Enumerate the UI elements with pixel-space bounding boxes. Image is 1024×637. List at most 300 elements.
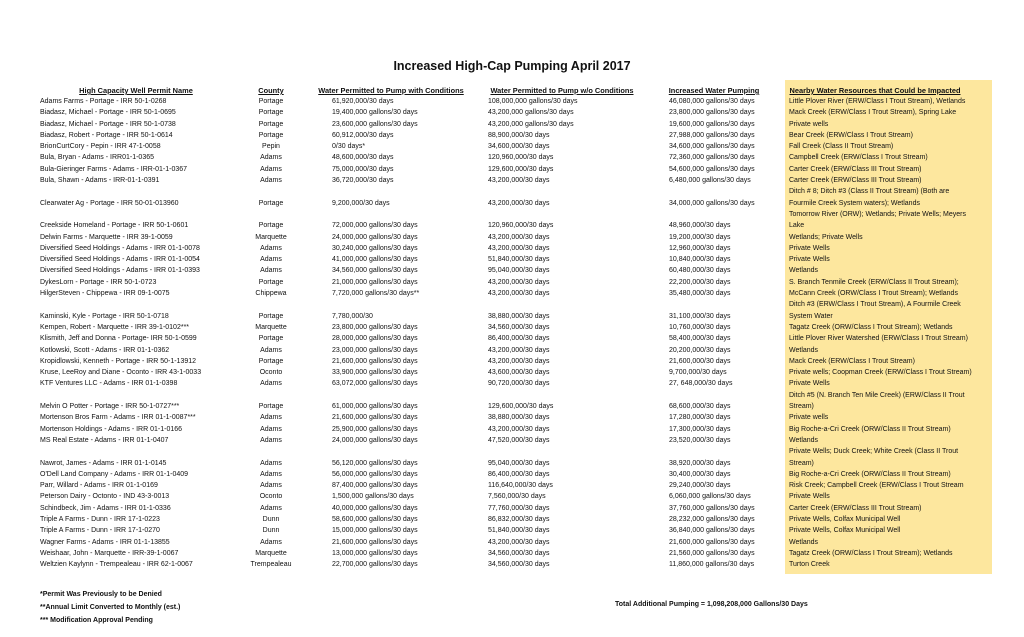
county-cell: Portage	[258, 199, 284, 207]
county-cell: Pepin	[262, 143, 280, 151]
nearby-resources-cell	[789, 367, 989, 378]
without-conditions-cell: 86,832,000/30 days	[488, 515, 550, 523]
with-conditions-cell: 30,240,000 gallons/30 days	[332, 244, 418, 252]
nearby-resources-cell	[789, 559, 989, 570]
nearby-resources-cell	[789, 537, 989, 548]
nearby-resources-line: Carter Creek (ERW/Class III Trout Stream)	[789, 504, 922, 512]
footnote: *** Modification Approval Pending	[40, 617, 153, 624]
county-cell: Adams	[260, 425, 282, 433]
increased-pumping-cell: 6,480,000 gallons/30 days	[669, 177, 751, 185]
nearby-resources-line: Little Plover River Watershed (ERW/Class I Trout Stream)	[789, 335, 968, 343]
permit-name-cell: Diversified Seed Holdings - Adams - IRR 01-1-0054	[40, 256, 200, 264]
permit-name-cell: Weltzien Kaylynn - Trempealeau - IRR 62-1-0067	[40, 561, 193, 569]
table-row	[0, 254, 1024, 265]
table-row	[0, 277, 1024, 288]
without-conditions-cell: 108,000,000 gallons/30 days	[488, 98, 578, 105]
increased-pumping-cell: 35,480,000/30 days	[669, 290, 731, 298]
permit-name-cell: Weishaar, John - Marquette - IRR-39-1-0067	[40, 549, 179, 557]
county-cell: Marquette	[255, 233, 287, 241]
nearby-resources-cell	[789, 378, 989, 389]
header-permit-name: High Capacity Well Permit Name	[79, 86, 193, 95]
table-row	[0, 514, 1024, 525]
increased-pumping-cell: 21,560,000 gallons/30 days	[669, 549, 755, 557]
with-conditions-cell: 25,900,000 gallons/30 days	[332, 425, 418, 433]
nearby-resources-line: Private Wells, Colfax Municipal Well	[789, 527, 901, 535]
increased-pumping-cell: 23,800,000 gallons/30 days	[669, 109, 755, 117]
county-cell: Chippewa	[255, 290, 287, 298]
permit-name-cell: MS Real Estate - Adams - IRR 01-1-0407	[40, 436, 169, 444]
county-cell: Portage	[258, 120, 284, 128]
permit-name-cell: Adams Farms - Portage - IRR 50-1-0268	[40, 98, 167, 105]
county-cell: Trempealeau	[250, 561, 292, 569]
county-cell: Portage	[258, 222, 284, 230]
nearby-resources-cell	[789, 152, 989, 163]
permit-name-cell: Melvin O Potter - Portage - IRR 50-1-0727***	[40, 403, 180, 411]
with-conditions-cell: 15,000,000 gallons/30 days	[332, 527, 418, 535]
nearby-resources-line: Stream)	[789, 403, 814, 411]
permit-name-cell: KTF Ventures LLC - Adams - IRR 01-1-0398	[40, 380, 178, 388]
nearby-resources-line: Wetlands	[789, 346, 819, 354]
county-cell: Adams	[260, 380, 282, 388]
increased-pumping-cell: 58,400,000/30 days	[669, 335, 731, 343]
nearby-resources-cell	[789, 514, 989, 525]
increased-pumping-cell: 30,400,000/30 days	[669, 470, 731, 478]
nearby-resources-line: Big Roche-a-Cri Creek (ORW/Class II Trout Stream)	[789, 470, 951, 478]
table-row	[0, 243, 1024, 254]
nearby-resources-line: Wetlands; Private Wells	[789, 233, 863, 241]
without-conditions-cell: 120,960,000/30 days	[488, 222, 554, 230]
nearby-resources-line: Ditch # 8; Ditch #3 (Class II Trout Stream) (Both are	[789, 188, 950, 196]
nearby-resources-cell	[789, 446, 989, 469]
with-conditions-cell: 60,912,000/30 days	[332, 131, 394, 139]
nearby-resources-line: Ditch #5 (N. Branch Ten Mile Creek) (ERW/Class II Trout	[789, 391, 965, 399]
county-cell: Dunn	[262, 527, 280, 535]
without-conditions-cell: 88,900,000/30 days	[488, 131, 550, 139]
nearby-resources-line: Campbell Creek (ERW/Class I Trout Stream)	[789, 154, 928, 162]
county-cell: Adams	[260, 538, 282, 546]
permit-name-cell: Kropidlowski, Kenneth - Portage - IRR 50-1-13912	[40, 357, 197, 365]
nearby-resources-line: S. Branch Tenmile Creek (ERW/Class II Trout Stream);	[789, 278, 959, 286]
nearby-resources-cell	[789, 503, 989, 514]
permit-name-cell: Bula, Bryan - Adams - IRR01-1-0365	[40, 154, 154, 162]
without-conditions-cell: 43,200,000/30 days	[488, 244, 550, 252]
without-conditions-cell: 129,600,000/30 days	[488, 165, 554, 173]
without-conditions-cell: 47,520,000/30 days	[488, 436, 550, 444]
table-row	[0, 152, 1024, 163]
without-conditions-cell: 51,840,000/30 days	[488, 527, 550, 535]
with-conditions-cell: 23,800,000 gallons/30 days	[332, 323, 418, 331]
permit-name-cell: Delwin Farms - Marquette - IRR 39-1-0059	[40, 233, 173, 241]
nearby-resources-cell	[789, 141, 989, 152]
with-conditions-cell: 7,780,000/30	[332, 312, 373, 320]
increased-pumping-cell: 28,232,000 gallons/30 days	[669, 515, 755, 523]
without-conditions-cell: 43,600,000/30 days	[488, 369, 550, 377]
increased-pumping-cell: 20,200,000/30 days	[669, 346, 731, 354]
permit-name-cell: Biadasz, Robert - Portage - IRR 50-1-0614	[40, 131, 173, 139]
increased-pumping-cell: 34,600,000 gallons/30 days	[669, 143, 755, 151]
increased-pumping-cell: 27, 648,000/30 days	[669, 380, 733, 388]
nearby-resources-cell	[789, 288, 989, 299]
with-conditions-cell: 48,600,000/30 days	[332, 154, 394, 162]
nearby-resources-cell	[789, 232, 989, 243]
increased-pumping-cell: 17,280,000/30 days	[669, 414, 731, 422]
nearby-resources-cell	[789, 548, 989, 559]
with-conditions-cell: 61,000,000 gallons/30 days	[332, 403, 418, 411]
increased-pumping-cell: 10,760,000/30 days	[669, 323, 731, 331]
permit-name-cell: Schindbeck, Jim - Adams - IRR 01-1-0336	[40, 504, 171, 512]
permit-name-cell: Diversified Seed Holdings - Adams - IRR 01-1-0078	[40, 244, 200, 252]
increased-pumping-cell: 72,360,000 gallons/30 days	[669, 154, 755, 162]
county-cell: Adams	[260, 177, 282, 185]
nearby-resources-cell	[789, 164, 989, 175]
nearby-resources-line: System Water	[789, 312, 833, 320]
with-conditions-cell: 72,000,000 gallons/30 days	[332, 222, 418, 230]
permit-name-cell: HilgerSteven - Chippewa - IRR 09-1-0075	[40, 290, 170, 298]
permit-name-cell: DykesLorn - Portage - IRR 50-1-0723	[40, 278, 157, 286]
nearby-resources-cell	[789, 175, 989, 186]
table-row	[0, 288, 1024, 299]
increased-pumping-cell: 11,860,000 gallons/30 days	[669, 561, 755, 569]
increased-pumping-cell: 68,600,000/30 days	[669, 403, 731, 411]
nearby-resources-line: Private Wells	[789, 380, 830, 388]
table-row	[0, 480, 1024, 491]
permit-name-cell: Kruse, LeeRoy and Diane - Oconto - IRR 43-1-0033	[40, 369, 202, 377]
table-row	[0, 390, 1024, 413]
without-conditions-cell: 34,560,000/30 days	[488, 323, 550, 331]
without-conditions-cell: 43,200,000/30 days	[488, 290, 550, 298]
table-row	[0, 446, 1024, 469]
county-cell: Oconto	[259, 369, 283, 377]
with-conditions-cell: 28,000,000 gallons/30 days	[332, 335, 418, 343]
without-conditions-cell: 51,840,000/30 days	[488, 256, 550, 264]
permit-name-cell: Kempen, Robert - Marquette - IRR 39-1-0102***	[40, 323, 190, 331]
permit-name-cell: Klismith, Jeff and Donna - Portage- IRR 50-1-0599	[40, 335, 197, 343]
nearby-resources-cell	[789, 254, 989, 265]
increased-pumping-cell: 19,200,000/30 days	[669, 233, 731, 241]
without-conditions-cell: 43,200,000/30 days	[488, 278, 550, 286]
with-conditions-cell: 1,500,000 gallons/30 days	[332, 493, 414, 501]
nearby-resources-line: Tagatz Creek (ORW/Class I Trout Stream); Wetlands	[789, 323, 953, 331]
nearby-resources-line: Wetlands	[789, 267, 819, 275]
permit-name-cell: Kaminski, Kyle - Portage - IRR 50-1-0718	[40, 312, 169, 320]
permit-name-cell: Biadasz, Michael - Portage - IRR 50-1-0738	[40, 120, 176, 128]
nearby-resources-line: Tomorrow River (ORW); Wetlands; Private Wells; Meyers	[789, 210, 966, 218]
permit-name-cell: Bula, Shawn - Adams - IRR-01-1-0391	[40, 177, 160, 185]
with-conditions-cell: 33,900,000 gallons/30 days	[332, 369, 418, 377]
nearby-resources-cell	[789, 435, 989, 446]
with-conditions-cell: 7,720,000 gallons/30 days**	[332, 290, 420, 298]
nearby-resources-line: Fourmile Creek System waters); Wetlands	[789, 199, 920, 207]
table-row	[0, 548, 1024, 559]
with-conditions-cell: 13,000,000 gallons/30 days	[332, 549, 418, 557]
nearby-resources-cell	[789, 130, 989, 141]
with-conditions-cell: 9,200,000/30 days	[332, 199, 390, 207]
without-conditions-cell: 34,560,000/30 days	[488, 561, 550, 569]
nearby-resources-line: Little Plover River (ERW/Class I Trout Stream), Wetlands	[789, 98, 966, 105]
table-row	[0, 559, 1024, 570]
increased-pumping-cell: 10,840,000/30 days	[669, 256, 731, 264]
with-conditions-cell: 75,000,000/30 days	[332, 165, 394, 173]
nearby-resources-cell	[789, 333, 989, 344]
nearby-resources-cell	[789, 243, 989, 254]
footnotes	[40, 588, 180, 627]
table-row	[0, 322, 1024, 333]
without-conditions-cell: 43,200,000/30 days	[488, 538, 550, 546]
table-row	[0, 345, 1024, 356]
table-row	[0, 119, 1024, 130]
with-conditions-cell: 21,600,000 gallons/30 days	[332, 357, 418, 365]
without-conditions-cell: 129,600,000/30 days	[488, 403, 554, 411]
table-row	[0, 367, 1024, 378]
without-conditions-cell: 43,200,000/30 days	[488, 346, 550, 354]
table-row	[0, 525, 1024, 536]
without-conditions-cell: 43,200,000/30 days	[488, 199, 550, 207]
with-conditions-cell: 56,120,000 gallons/30 days	[332, 459, 418, 467]
nearby-resources-line: Private wells; Coopman Creek (ERW/Class I Trout Stream)	[789, 369, 972, 377]
nearby-resources-cell	[789, 480, 989, 491]
permit-name-cell: Kotlowski, Scott - Adams - IRR 01-1-0362	[40, 346, 170, 354]
without-conditions-cell: 43,200,000/30 days	[488, 357, 550, 365]
nearby-resources-line: Turton Creek	[789, 561, 830, 569]
county-cell: Adams	[260, 459, 282, 467]
increased-pumping-cell: 48,960,000/30 days	[669, 222, 731, 230]
table-row	[0, 503, 1024, 514]
table-row	[0, 333, 1024, 344]
table-row	[0, 412, 1024, 423]
without-conditions-cell: 95,040,000/30 days	[488, 267, 550, 275]
county-cell: Adams	[260, 165, 282, 173]
with-conditions-cell: 0/30 days*	[332, 143, 366, 151]
county-cell: Portage	[258, 109, 284, 117]
with-conditions-cell: 61,920,000/30 days	[332, 98, 394, 105]
header-without-conditions: Water Permitted to Pump w/o Conditions	[490, 86, 634, 95]
without-conditions-cell: 116,640,000/30 days	[488, 482, 553, 490]
without-conditions-cell: 34,560,000/30 days	[488, 549, 550, 557]
nearby-resources-line: Risk Creek; Campbell Creek (ERW/Class I Trout Stream	[789, 482, 964, 490]
table-row	[0, 175, 1024, 186]
with-conditions-cell: 23,000,000 gallons/30 days	[332, 346, 418, 354]
without-conditions-cell: 86,400,000/30 days	[488, 470, 550, 478]
without-conditions-cell: 34,600,000/30 days	[488, 143, 550, 151]
nearby-resources-cell	[789, 424, 989, 435]
county-cell: Adams	[260, 414, 282, 422]
permit-name-cell: Wagner Farms - Adams - IRR 01-1-13855	[40, 538, 170, 546]
with-conditions-cell: 21,000,000 gallons/30 days	[332, 278, 418, 286]
header-with-conditions: Water Permitted to Pump with Conditions	[318, 86, 464, 95]
county-cell: Adams	[260, 436, 282, 444]
nearby-resources-line: Bear Creek (ERW/Class I Trout Stream)	[789, 131, 913, 139]
permit-name-cell: Mortenson Bros Farm - Adams - IRR 01-1-0087***	[40, 414, 196, 422]
county-cell: Marquette	[255, 323, 287, 331]
permit-name-cell: Mortenson Holdings - Adams - IRR 01-1-0166	[40, 425, 183, 433]
nearby-resources-cell	[789, 96, 989, 107]
increased-pumping-cell: 34,000,000 gallons/30 days	[669, 199, 755, 207]
county-cell: Adams	[260, 256, 282, 264]
table-row	[0, 299, 1024, 322]
nearby-resources-line: Carter Creek (ERW/Class III Trout Stream)	[789, 165, 922, 173]
table-row	[0, 356, 1024, 367]
table-row	[0, 141, 1024, 152]
table-row	[0, 537, 1024, 548]
without-conditions-cell: 120,960,000/30 days	[488, 154, 554, 162]
nearby-resources-cell	[789, 209, 989, 232]
header-county: County	[258, 86, 284, 95]
county-cell: Oconto	[259, 493, 283, 501]
nearby-resources-cell	[789, 525, 989, 536]
footnote: **Annual Limit Converted to Monthly (est.)	[40, 604, 181, 611]
with-conditions-cell: 21,600,000 gallons/30 days	[332, 538, 418, 546]
table-row	[0, 130, 1024, 141]
page-title: Increased High-Cap Pumping April 2017	[393, 59, 631, 73]
nearby-resources-line: Private Wells	[789, 244, 830, 252]
increased-pumping-cell: 54,600,000 gallons/30 days	[669, 165, 755, 173]
nearby-resources-cell	[789, 491, 989, 502]
with-conditions-cell: 36,720,000/30 days	[332, 177, 394, 185]
table-row	[0, 378, 1024, 389]
with-conditions-cell: 23,600,000 gallons/30 days	[332, 120, 418, 128]
nearby-resources-line: Big Roche-a-Cri Creek (ORW/Class II Trout Stream)	[789, 425, 951, 433]
increased-pumping-cell: 31,100,000/30 days	[669, 312, 731, 320]
with-conditions-cell: 24,000,000 gallons/30 days	[332, 436, 418, 444]
without-conditions-cell: 7,560,000/30 days	[488, 493, 546, 501]
nearby-resources-cell	[789, 469, 989, 480]
increased-pumping-cell: 17,300,000/30 days	[669, 425, 731, 433]
table-row	[0, 107, 1024, 118]
permit-name-cell: BrionCurtCory - Pepin - IRR 47-1-0058	[40, 143, 161, 151]
increased-pumping-cell: 29,240,000/30 days	[669, 482, 731, 490]
without-conditions-cell: 43,200,000/30 days	[488, 233, 550, 241]
increased-pumping-cell: 46,080,000 gallons/30 days	[669, 98, 755, 105]
without-conditions-cell: 38,880,000/30 days	[488, 312, 550, 320]
nearby-resources-cell	[789, 299, 989, 322]
with-conditions-cell: 56,000,000 gallons/30 days	[332, 470, 418, 478]
without-conditions-cell: 90,720,000/30 days	[488, 380, 550, 388]
nearby-resources-line: Tagatz Creek (ORW/Class I Trout Stream); Wetlands	[789, 549, 953, 557]
without-conditions-cell: 95,040,000/30 days	[488, 459, 550, 467]
with-conditions-cell: 41,000,000 gallons/30 days	[332, 256, 418, 264]
permit-name-cell: Diversified Seed Holdings - Adams - IRR 01-1-0393	[40, 267, 200, 275]
nearby-resources-line: Wetlands	[789, 538, 819, 546]
table-row	[0, 96, 1024, 107]
increased-pumping-cell: 21,600,000/30 days	[669, 357, 731, 365]
county-cell: Portage	[258, 403, 284, 411]
nearby-resources-line: Private wells	[789, 120, 829, 128]
nearby-resources-line: McCann Creek (ORW/Class I Trout Stream); Wetlands	[789, 290, 958, 298]
increased-pumping-cell: 60,480,000/30 days	[669, 267, 731, 275]
nearby-resources-cell	[789, 345, 989, 356]
county-cell: Portage	[258, 312, 284, 320]
increased-pumping-cell: 19,600,000 gallons/30 days	[669, 120, 755, 128]
county-cell: Portage	[258, 335, 284, 343]
permit-name-cell: Triple A Farms - Dunn - IRR 17-1-0223	[40, 515, 160, 523]
without-conditions-cell: 43,200,000/30 days	[488, 425, 550, 433]
without-conditions-cell: 77,760,000/30 days	[488, 504, 550, 512]
without-conditions-cell: 43,200,000 gallons/30 days	[488, 109, 574, 117]
increased-pumping-cell: 37,760,000 gallons/30 days	[669, 504, 755, 512]
with-conditions-cell: 87,400,000 gallons/30 days	[332, 482, 418, 490]
with-conditions-cell: 22,700,000 gallons/30 days	[332, 561, 418, 569]
table-row	[0, 469, 1024, 480]
increased-pumping-cell: 12,960,000/30 days	[669, 244, 731, 252]
table-header	[0, 86, 1024, 96]
table-row	[0, 435, 1024, 446]
increased-pumping-cell: 6,060,000 gallons/30 days	[669, 493, 751, 501]
county-cell: Adams	[260, 154, 282, 162]
with-conditions-cell: 24,000,000 gallons/30 days	[332, 233, 418, 241]
footnote: *Permit Was Previously to be Denied	[40, 591, 162, 598]
without-conditions-cell: 38,880,000/30 days	[488, 414, 550, 422]
nearby-resources-cell	[789, 277, 989, 288]
county-cell: Portage	[258, 278, 284, 286]
permit-name-cell: Nawrot, James - Adams - IRR 01-1-0145	[40, 459, 167, 467]
nearby-resources-cell	[789, 356, 989, 367]
nearby-resources-cell	[789, 119, 989, 130]
increased-pumping-cell: 21,600,000 gallons/30 days	[669, 538, 755, 546]
county-cell: Portage	[258, 98, 284, 105]
increased-pumping-cell: 22,200,000/30 days	[669, 278, 731, 286]
with-conditions-cell: 58,600,000 gallons/30 days	[332, 515, 418, 523]
permit-name-cell: Bula-Gieringer Farms - Adams - IRR-01-1-0367	[40, 165, 188, 173]
county-cell: Portage	[258, 131, 284, 139]
nearby-resources-line: Private Wells, Colfax Municipal Well	[789, 515, 901, 523]
without-conditions-cell: 43,200,000 gallons/30 days	[488, 120, 574, 128]
table-row	[0, 209, 1024, 232]
nearby-resources-cell	[789, 390, 989, 413]
with-conditions-cell: 63,072,000 gallons/30 days	[332, 380, 418, 388]
nearby-resources-line: Wetlands	[789, 436, 819, 444]
permit-name-cell: Clearwater Ag - Portage - IRR 50-01-013960	[40, 199, 179, 207]
increased-pumping-cell: 27,988,000 gallons/30 days	[669, 131, 755, 139]
nearby-resources-line: Fall Creek (Class II Trout Stream)	[789, 143, 894, 151]
permit-name-cell: Parr, Willard - Adams - IRR 01-1-0169	[40, 482, 158, 490]
county-cell: Adams	[260, 346, 282, 354]
with-conditions-cell: 19,400,000 gallons/30 days	[332, 109, 418, 117]
with-conditions-cell: 21,600,000 gallons/30 days	[332, 414, 418, 422]
nearby-resources-cell	[789, 265, 989, 276]
nearby-resources-line: Private Wells	[789, 256, 830, 264]
header-increased-pumping: Increased Water Pumping	[668, 86, 760, 95]
nearby-resources-line: Private wells	[789, 414, 829, 422]
nearby-resources-line: Lake	[789, 222, 805, 230]
nearby-resources-cell	[789, 107, 989, 118]
permit-name-cell: O'Dell Land Company - Adams - IRR 01-1-0409	[40, 470, 189, 478]
increased-pumping-cell: 23,520,000/30 days	[669, 436, 731, 444]
county-cell: Portage	[258, 357, 284, 365]
nearby-resources-line: Mack Creek (ERW/Class I Trout Stream), Spring Lake	[789, 109, 957, 117]
county-cell: Adams	[260, 504, 282, 512]
increased-pumping-cell: 36,840,000 gallons/30 days	[669, 527, 755, 535]
nearby-resources-cell	[789, 322, 989, 333]
total-additional-pumping: Total Additional Pumping = 1,098,208,000 Gallons/30 Days	[615, 601, 808, 608]
nearby-resources-line: Private Wells; Duck Creek; White Creek (Class II Trout	[789, 448, 959, 456]
permit-name-cell: Creekside Homeland - Portage - IRR 50-1-0601	[40, 222, 189, 230]
header-nearby-resources: Nearby Water Resources that Could be Impacted	[789, 86, 961, 95]
table-row	[0, 424, 1024, 435]
nearby-resources-line: Private Wells	[789, 493, 830, 501]
table-row	[0, 186, 1024, 209]
with-conditions-cell: 34,560,000 gallons/30 days	[332, 267, 418, 275]
nearby-resources-line: Ditch #3 (ERW/Class I Trout Stream), A Fourmile Creek	[789, 301, 961, 309]
permit-name-cell: Peterson Dairy - Octonto - IND 43-3-0013	[40, 493, 170, 501]
county-cell: Dunn	[262, 515, 280, 523]
county-cell: Adams	[260, 470, 282, 478]
increased-pumping-cell: 38,920,000/30 days	[669, 459, 731, 467]
nearby-resources-line: Mack Creek (ERW/Class I Trout Stream)	[789, 357, 915, 365]
with-conditions-cell: 40,000,000 gallons/30 days	[332, 504, 418, 512]
permit-name-cell: Biadasz, Michael - Portage - IRR 50-1-0695	[40, 109, 176, 117]
table-row	[0, 232, 1024, 243]
increased-pumping-cell: 9,700,000/30 days	[669, 369, 727, 377]
